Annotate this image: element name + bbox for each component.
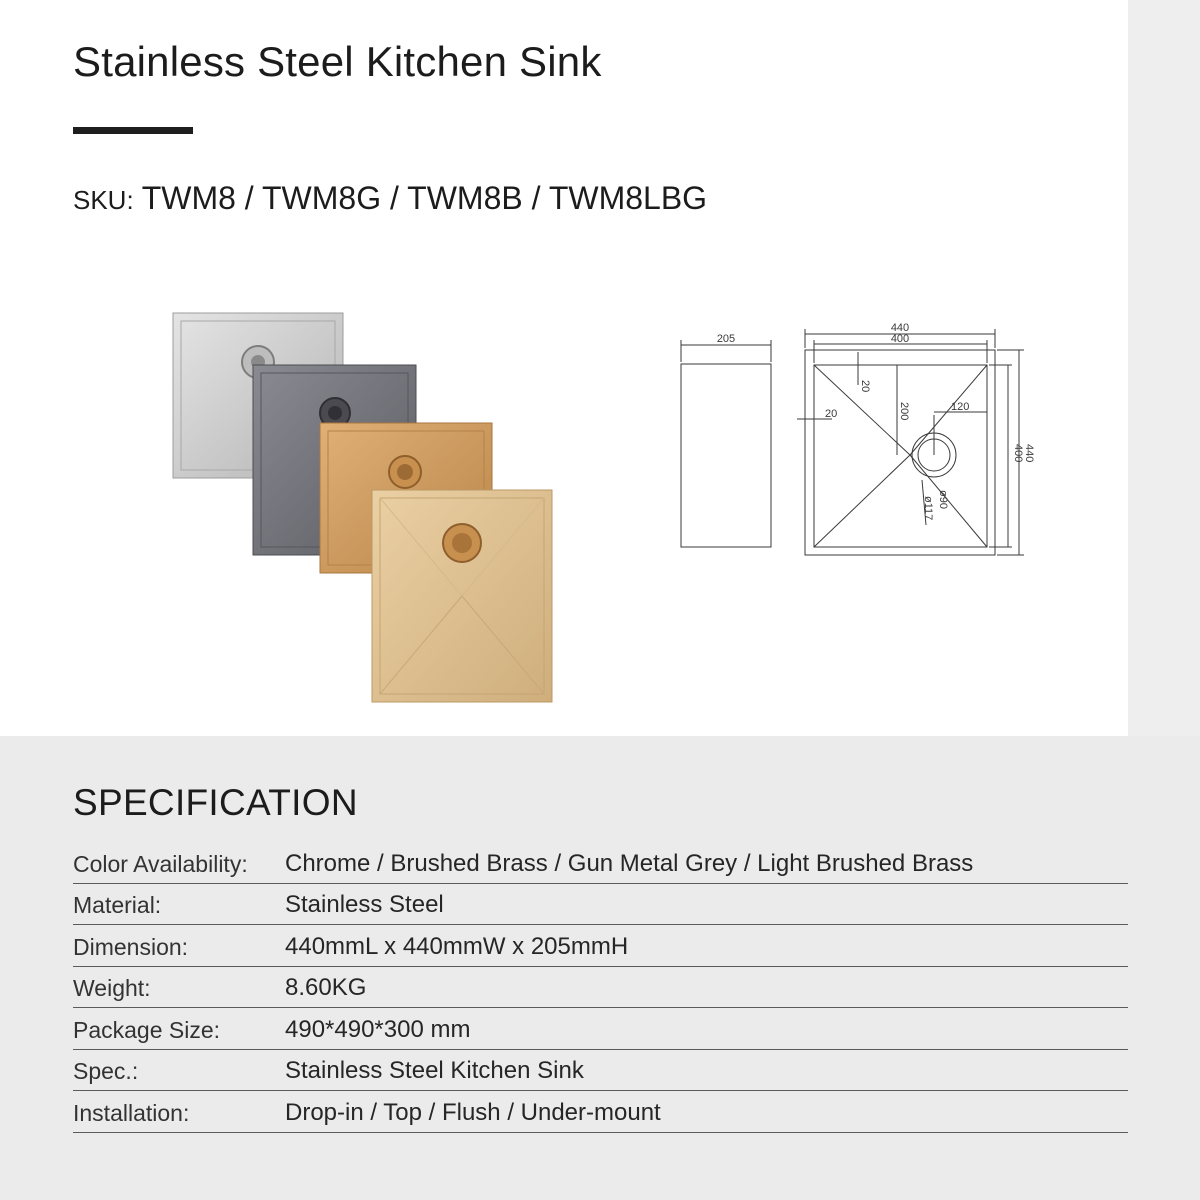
- title-underline: [73, 127, 193, 134]
- dim-drain-diameter: ø90: [937, 490, 949, 509]
- sink-finishes-image: [165, 305, 565, 705]
- dim-drain-offset-x: 120: [951, 401, 970, 413]
- dim-drain-outer-diameter: ø117: [922, 496, 934, 521]
- dim-drain-offset-y: 200: [898, 402, 910, 421]
- spec-label: Package Size:: [73, 1016, 221, 1043]
- spec-row-color-availability: [73, 842, 1128, 884]
- side-view-outline: [681, 364, 771, 547]
- spec-label: Spec.:: [73, 1058, 139, 1084]
- spec-label: Material:: [73, 892, 162, 918]
- light-brushed-brass-sink: [372, 490, 552, 702]
- spec-label: Weight:: [73, 975, 151, 1001]
- spec-row-dimension: [73, 925, 1128, 967]
- dim-rim-side: 20: [825, 408, 838, 420]
- spec-value: Stainless Steel: [285, 891, 444, 918]
- spec-value: Drop-in / Top / Flush / Under-mount: [285, 1098, 661, 1126]
- dim-side-depth: 205: [716, 333, 736, 345]
- dim-outer-height: 440: [1023, 444, 1035, 463]
- dimension-drawing: [672, 320, 1042, 560]
- dim-inner-height: 400: [1012, 444, 1024, 463]
- sku-label: SKU:: [73, 185, 134, 215]
- spec-label: Installation:: [73, 1099, 190, 1126]
- spec-row-installation: [73, 1091, 1128, 1133]
- dim-rim-top: 20: [859, 380, 871, 393]
- sku-values: TWM8 / TWM8G / TWM8B / TWM8LBG: [141, 180, 708, 216]
- page-title: Stainless Steel Kitchen Sink: [73, 38, 602, 85]
- spec-value: Chrome / Brushed Brass / Gun Metal Grey / Light Brushed Brass: [285, 849, 974, 877]
- specification-table: [73, 842, 1128, 1133]
- dim-outer-width: 440: [890, 322, 910, 334]
- spec-value: 8.60KG: [285, 974, 367, 1001]
- spec-value: 490*490*300 mm: [285, 1015, 471, 1043]
- spec-label: Dimension:: [73, 933, 189, 960]
- sku-line: [73, 180, 707, 217]
- plan-view-outline: [805, 350, 995, 555]
- dim-inner-width: 400: [890, 333, 910, 345]
- spec-row-package-size: [73, 1008, 1128, 1050]
- spec-row-spec: [73, 1050, 1128, 1092]
- spec-row-material: [73, 884, 1128, 926]
- side-strip: [1128, 0, 1200, 736]
- spec-label: Color Availability:: [73, 850, 248, 877]
- spec-value: Stainless Steel Kitchen Sink: [285, 1057, 584, 1084]
- spec-row-weight: [73, 967, 1128, 1009]
- spec-value: 440mmL x 440mmW x 205mmH: [285, 932, 629, 960]
- specification-heading: SPECIFICATION: [73, 782, 358, 823]
